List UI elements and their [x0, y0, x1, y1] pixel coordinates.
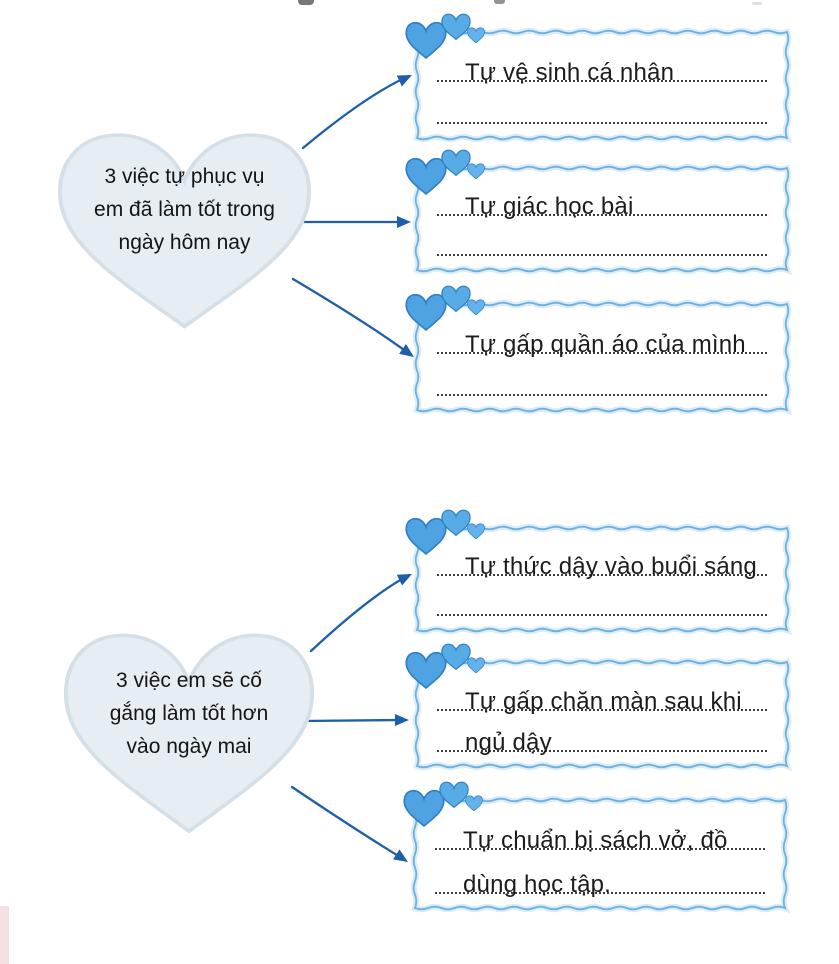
answer-text: Tự giác học bài [465, 193, 634, 220]
answer-line[interactable] [435, 808, 765, 854]
answer-line[interactable] [437, 576, 767, 616]
prompt-line: vào ngày mai [126, 735, 252, 758]
scan-artifact [0, 906, 9, 964]
answer-lines [437, 176, 767, 256]
prompt-line: gắng làm tốt hơn [109, 702, 269, 725]
prompt-line: 3 việc tự phục vụ [104, 165, 265, 188]
prompt-line: em đã làm tốt trong [94, 198, 275, 221]
answer-box [413, 300, 791, 414]
prompt-text [58, 664, 320, 763]
arrow-line [303, 76, 409, 148]
answer-line[interactable] [437, 176, 767, 220]
answer-line[interactable] [437, 82, 767, 124]
answer-text: ngủ dậy [465, 729, 552, 756]
answer-line[interactable] [435, 852, 765, 898]
arrowhead-icon [397, 569, 415, 586]
answer-box [413, 524, 791, 634]
prompt-text [52, 160, 317, 259]
arrowhead-icon [397, 216, 411, 228]
answer-box [411, 796, 789, 912]
answer-line[interactable] [437, 312, 767, 358]
answer-line[interactable] [437, 536, 767, 580]
answer-lines [437, 670, 767, 756]
prompt-line: ngày hôm nay [118, 231, 251, 254]
answer-text: Tự gấp chăn màn sau khi [465, 688, 742, 715]
arrowhead-icon [397, 70, 415, 87]
answer-lines [437, 40, 767, 124]
prompt-line: 3 việc em sẽ cố [116, 669, 262, 692]
prompt-heart-today [52, 126, 317, 331]
answer-box [413, 28, 791, 142]
cropped-text-fragment [494, 0, 505, 4]
answer-text: Tự thức dậy vào buổi sáng [465, 553, 757, 580]
cropped-text-fragment [752, 2, 762, 5]
answer-line[interactable] [437, 711, 767, 756]
answer-box [413, 658, 791, 770]
answer-line[interactable] [437, 354, 767, 396]
arrowhead-icon [393, 849, 411, 867]
answer-text: Tự gấp quần áo của mình [465, 331, 746, 358]
answer-lines [435, 808, 765, 898]
arrow-line [311, 575, 409, 651]
answer-line[interactable] [437, 670, 767, 715]
answer-line[interactable] [437, 40, 767, 86]
prompt-heart-tomorrow [58, 626, 320, 836]
answer-box [413, 164, 791, 274]
answer-line[interactable] [437, 216, 767, 256]
answer-text: Tự vệ sinh cá nhân [465, 59, 675, 86]
answer-text: dùng học tập. [463, 871, 612, 898]
answer-lines [437, 536, 767, 616]
answer-text: Tự chuẩn bị sách vở, đồ [463, 827, 728, 854]
arrowhead-icon [395, 714, 409, 726]
answer-lines [437, 312, 767, 396]
cropped-text-fragment [298, 0, 314, 5]
